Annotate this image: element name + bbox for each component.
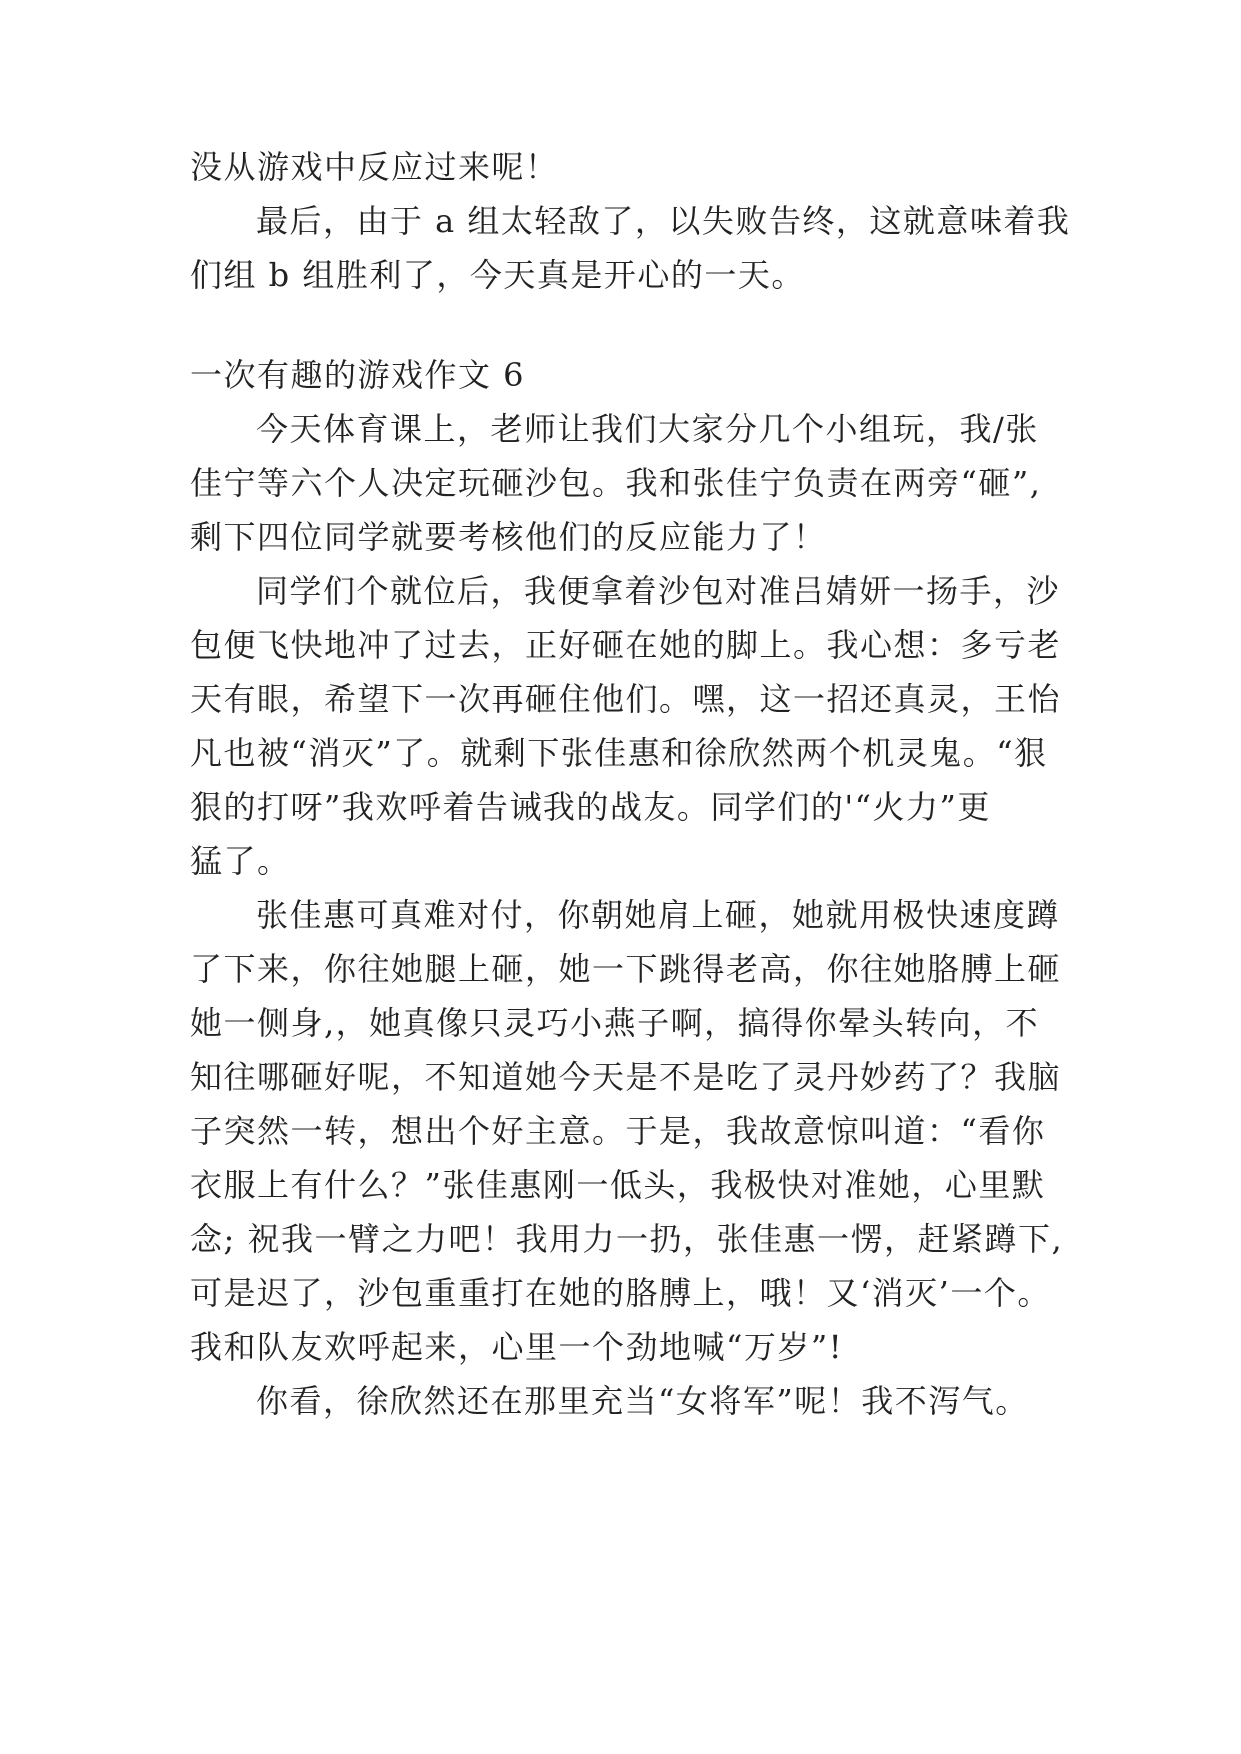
paragraph-line: 凡也被“消灭”了。就剩下张佳惠和徐欣然两个机灵鬼。“狠 (190, 734, 1048, 772)
paragraph-line: 没从游戏中反应过来呢！ (190, 148, 559, 186)
paragraph-line: 了下来，你往她腿上砸，她一下跳得老高，你往她胳膊上砸 (190, 950, 1062, 988)
paragraph-line: 子突然一转，想出个好主意。于是，我故意惊叫道：“看你 (190, 1112, 1046, 1150)
paragraph-line: 她一侧身,，她真像只灵巧小燕子啊，搞得你晕头转向，不 (190, 1004, 1040, 1042)
paragraph-line: 念; 祝我一臂之力吧！我用力一扔，张佳惠一愣，赶紧蹲下, (190, 1220, 1064, 1258)
section-heading: 一次有趣的游戏作文 6 (190, 356, 526, 394)
paragraph-line: 剩下四位同学就要考核他们的反应能力了！ (190, 518, 827, 556)
paragraph-line: 可是迟了，沙包重重打在她的胳膊上，哦！又‘消灭’一个。 (190, 1274, 1051, 1312)
paragraph-line: 我和队友欢呼起来，心里一个劲地喊“万岁”! (190, 1328, 844, 1366)
paragraph-line: 最后，由于 a 组太轻敌了，以失败告终，这就意味着我 (256, 202, 1071, 240)
paragraph-line: 张佳惠可真难对付，你朝她肩上砸，她就用极快速度蹲 (256, 896, 1061, 934)
paragraph-line: 知往哪砸好呢，不知道她今天是不是吃了灵丹妙药了？我脑 (190, 1058, 1062, 1096)
paragraph-line: 天有眼，希望下一次再砸住他们。嘿，这一招还真灵，王怡 (190, 680, 1062, 718)
paragraph-line: 狠的打呀”我欢呼着告诫我的战友。同学们的'“火力”更 (190, 788, 991, 826)
paragraph-line: 们组 b 组胜利了，今天真是开心的一天。 (190, 256, 805, 294)
paragraph-line: 同学们个就位后，我便拿着沙包对准吕婧妍一扬手，沙 (256, 572, 1061, 610)
paragraph-line: 猛了。 (190, 842, 291, 880)
paragraph-line: 佳宁等六个人决定玩砸沙包。我和张佳宁负责在两旁“砸”, (190, 464, 1042, 502)
paragraph-line: 你看，徐欣然还在那里充当“女将军”呢！我不泻气。 (256, 1382, 1029, 1420)
paragraph-line: 今天体育课上，老师让我们大家分几个小组玩，我/张 (256, 410, 1039, 448)
paragraph-line: 衣服上有什么？”张佳惠刚一低头，我极快对准她，心里默 (190, 1166, 1046, 1204)
paragraph-line: 包便飞快地冲了过去，正好砸在她的脚上。我心想：多亏老 (190, 626, 1062, 664)
